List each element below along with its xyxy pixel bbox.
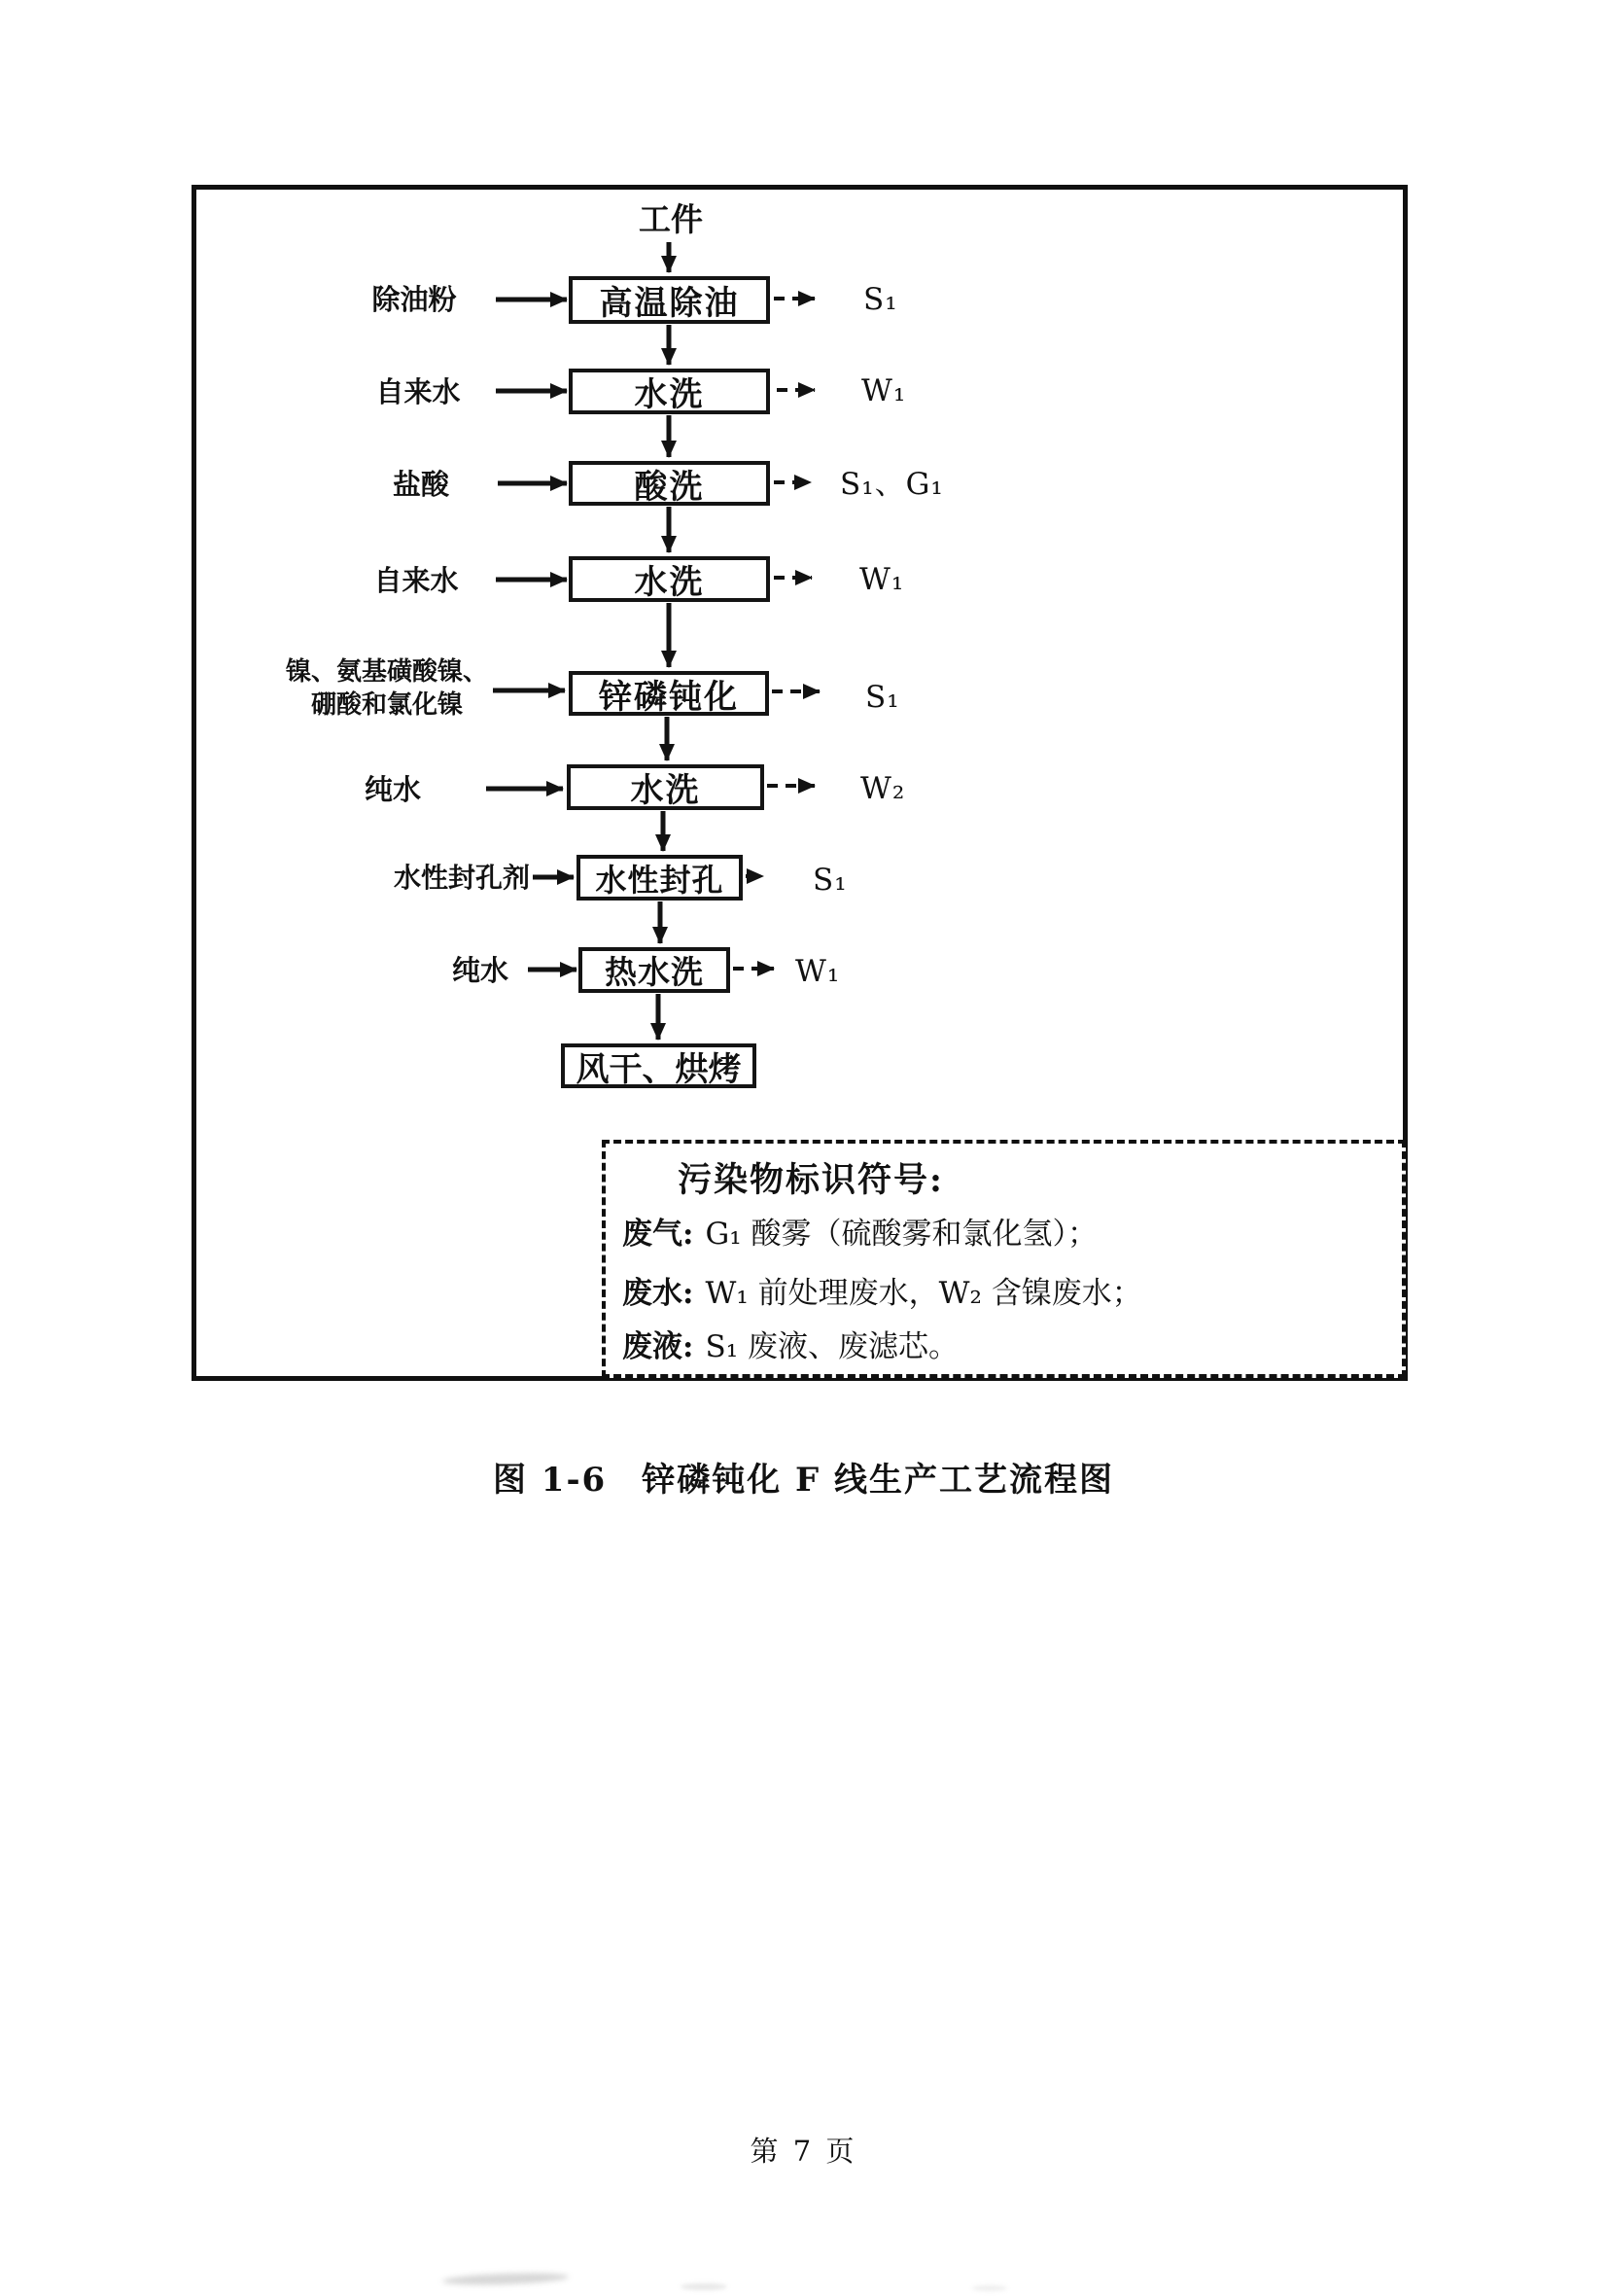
output-label-4: S₁	[865, 680, 900, 715]
output-label-2: S₁、G₁	[840, 467, 944, 502]
input-label-1: 自来水	[375, 375, 461, 408]
output-label-6: S₁	[813, 863, 848, 898]
figure-caption: 图 1-6 锌磷钝化 F 线生产工艺流程图	[492, 1461, 1115, 1500]
input-label-5: 纯水	[364, 773, 421, 806]
flow-source-label: 工件	[639, 200, 703, 238]
output-label-1: W₁	[861, 373, 907, 408]
output-label-0: S₁	[863, 282, 898, 317]
scan-smudge	[681, 2283, 727, 2290]
input-label-4	[280, 655, 494, 722]
input-label-6: 水性封孔剂	[393, 862, 530, 894]
legend-item-gas-label: 废气:	[622, 1217, 694, 1252]
scan-smudge	[972, 2285, 1007, 2291]
legend-item-gas	[622, 1216, 1098, 1253]
process-box-7: 热水洗	[578, 947, 730, 993]
input-label-4-line1: 镍、氨基磺酸镍、	[285, 657, 488, 687]
output-label-5: W₂	[860, 771, 906, 806]
legend-item-water-text: W₁ 前处理废水，W₂ 含镍废水；	[705, 1276, 1142, 1311]
legend-item-gas-text: G₁ 酸雾（硫酸雾和氯化氢）；	[705, 1217, 1098, 1252]
process-box-4: 锌磷钝化	[569, 671, 769, 716]
legend-item-water	[622, 1275, 1142, 1312]
input-label-3: 自来水	[373, 564, 459, 597]
input-label-4-line2: 硼酸和氯化镍	[310, 690, 463, 720]
input-label-7: 纯水	[451, 954, 508, 987]
process-box-1: 水洗	[569, 369, 770, 414]
input-label-0: 除油粉	[371, 283, 457, 316]
output-label-3: W₁	[859, 562, 905, 597]
process-box-0: 高温除油	[569, 276, 770, 324]
legend-title: 污染物标识符号:	[678, 1160, 944, 1200]
legend-item-liquid	[622, 1328, 959, 1365]
output-label-7: W₁	[795, 954, 841, 989]
process-box-8: 风干、烘烤	[561, 1043, 756, 1088]
page-number: 第 7 页	[750, 2135, 857, 2168]
scan-smudge	[442, 2272, 569, 2287]
process-box-6: 水性封孔	[576, 855, 743, 901]
process-box-5: 水洗	[567, 764, 764, 810]
legend-item-water-label: 废水:	[622, 1276, 694, 1311]
process-box-2: 酸洗	[569, 461, 770, 506]
legend-item-liquid-label: 废液:	[622, 1329, 694, 1364]
input-label-2: 盐酸	[392, 468, 449, 501]
process-box-3: 水洗	[569, 556, 770, 602]
legend-item-liquid-text: S₁ 废液、废滤芯。	[705, 1329, 959, 1364]
